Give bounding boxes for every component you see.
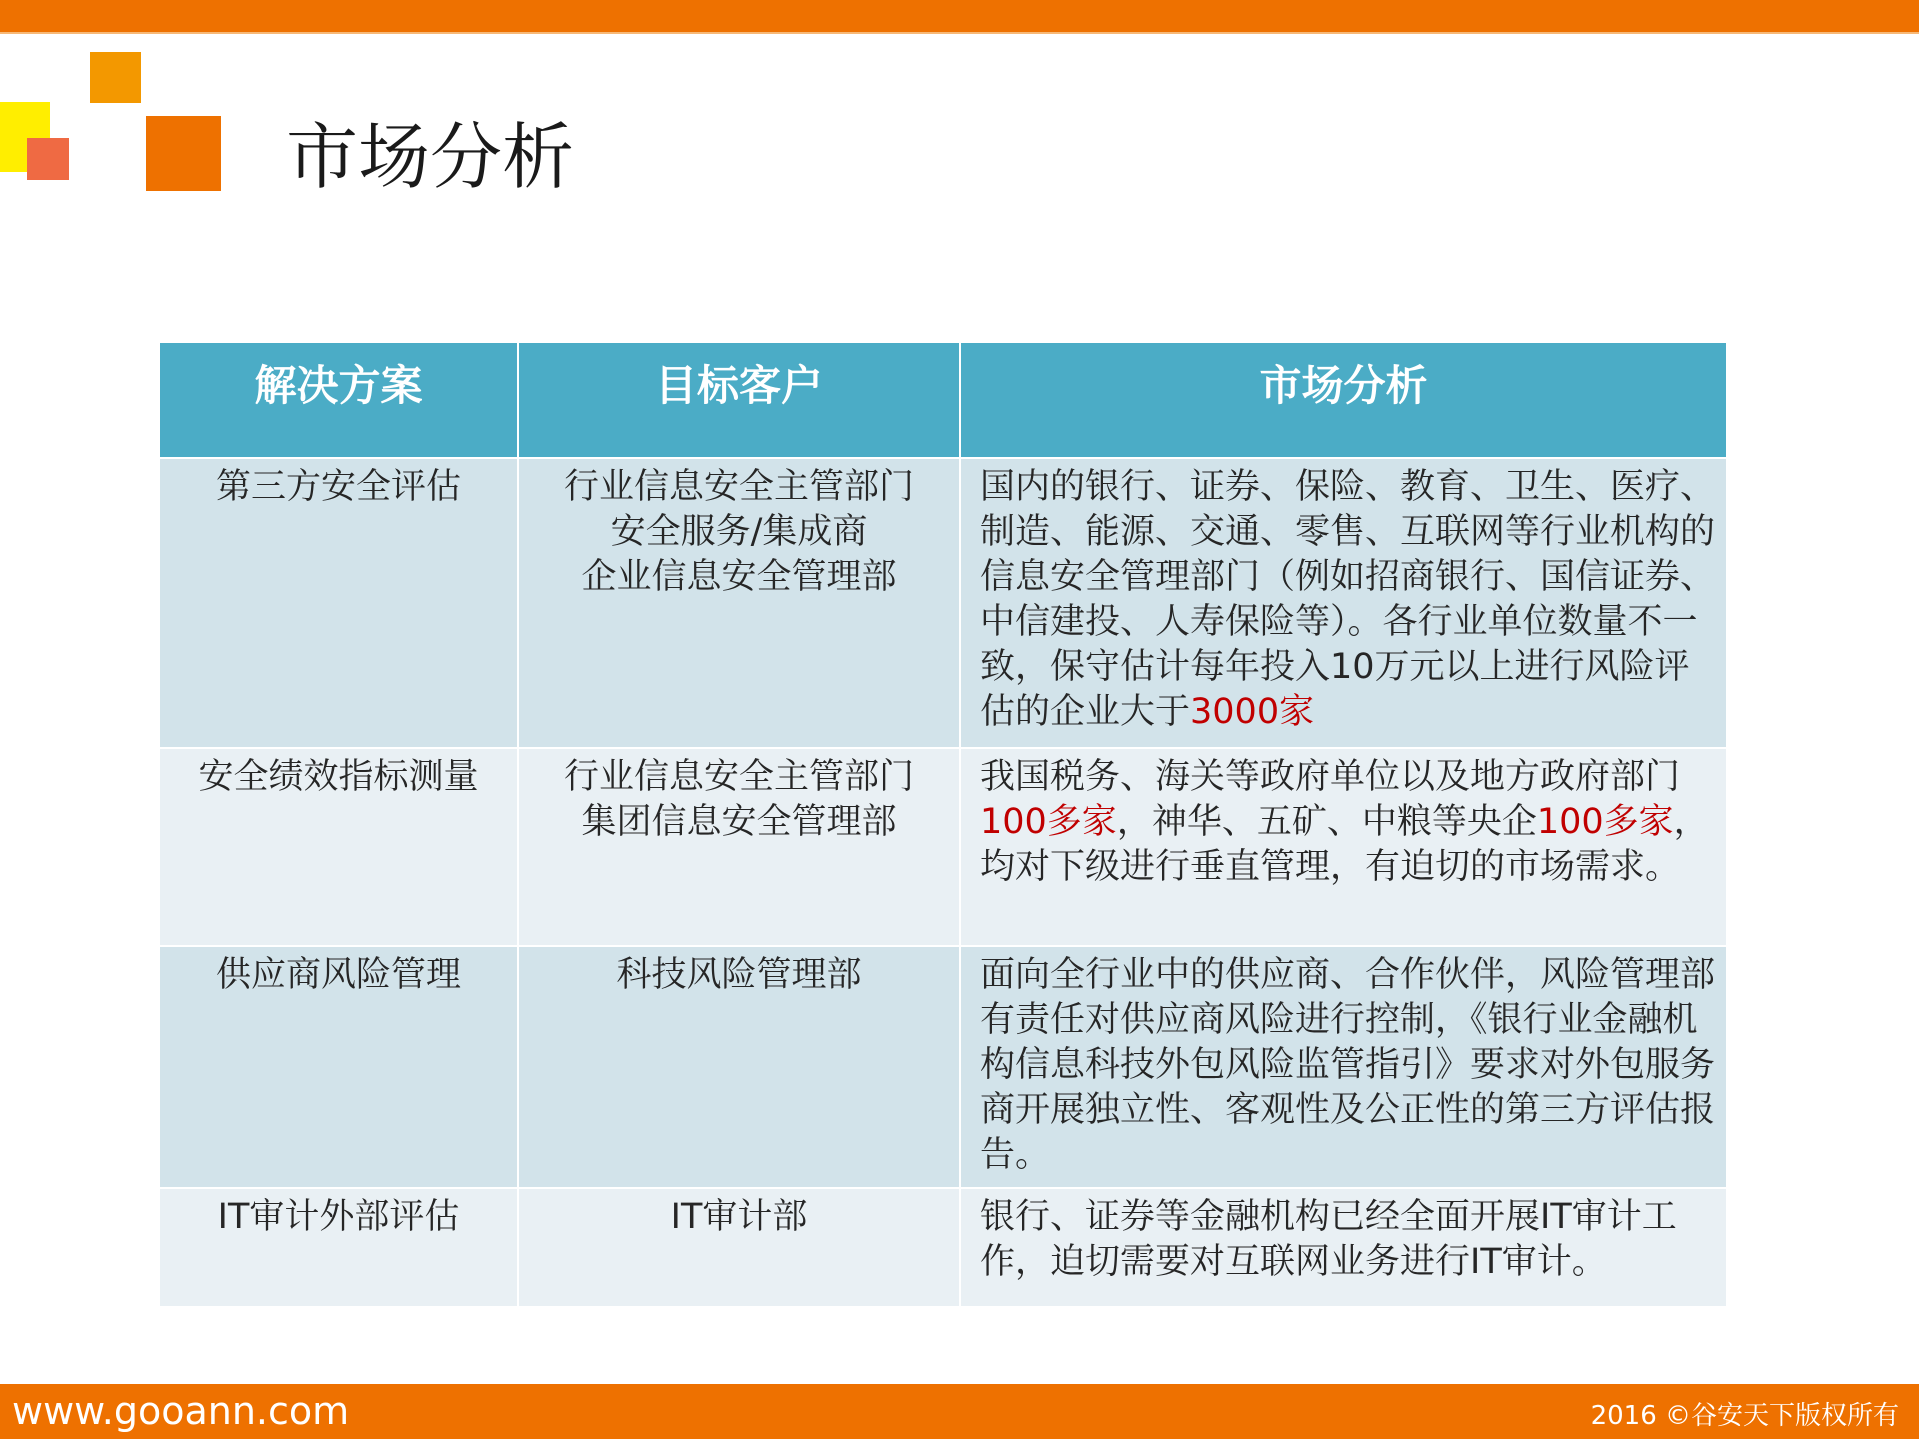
analysis-cell xyxy=(960,1188,1727,1307)
analysis-text: ，均对下级进行垂直管理，有迫切的市场需求。 xyxy=(980,802,1709,887)
table-row xyxy=(159,458,1727,748)
customer-cell xyxy=(518,748,960,946)
table-row xyxy=(159,946,1727,1188)
customer-line: 集团信息安全管理部 xyxy=(581,802,897,842)
header-target-customer: 目标客户 xyxy=(518,342,960,458)
analysis-cell xyxy=(960,458,1727,748)
customer-cell xyxy=(518,946,960,1188)
customer-line: 企业信息安全管理部 xyxy=(581,557,897,597)
customer-line: IT审计部 xyxy=(670,1197,808,1237)
header-market-analysis: 市场分析 xyxy=(960,342,1727,458)
analysis-highlight: 100多家 xyxy=(1536,802,1674,842)
solution-cell: 第三方安全评估 xyxy=(159,458,518,748)
analysis-text: 面向全行业中的供应商、合作伙伴，风险管理部有责任对供应商风险进行控制，《银行业金融机构信息科技外包风险监管指引》要求对外包服务商开展独立性、客观性及公正性的第三方评估报告。 xyxy=(980,955,1716,1175)
top-accent-bar xyxy=(0,0,1919,32)
decor-square-orange-large xyxy=(146,116,221,191)
table-row xyxy=(159,1188,1727,1307)
analysis-highlight: 3000家 xyxy=(1190,692,1315,732)
top-accent-line xyxy=(0,32,1919,34)
market-analysis-table xyxy=(158,341,1728,1308)
table-row xyxy=(159,748,1727,946)
header-solution: 解决方案 xyxy=(159,342,518,458)
analysis-cell xyxy=(960,748,1727,946)
solution-cell: 供应商风险管理 xyxy=(159,946,518,1188)
decor-square-orange-small xyxy=(90,52,141,103)
solution-cell: 安全绩效指标测量 xyxy=(159,748,518,946)
customer-line: 安全服务/集成商 xyxy=(610,512,868,552)
customer-line: 行业信息安全主管部门 xyxy=(563,757,914,797)
customer-cell xyxy=(518,1188,960,1307)
analysis-highlight: 100多家 xyxy=(980,802,1117,842)
analysis-text: ，神华、五矿、中粮等央企 xyxy=(1116,802,1537,842)
solution-cell: IT审计外部评估 xyxy=(159,1188,518,1307)
analysis-cell xyxy=(960,946,1727,1188)
customer-line: 科技风险管理部 xyxy=(616,955,862,995)
analysis-text: 国内的银行、证券、保险、教育、卫生、医疗、制造、能源、交通、零售、互联网等行业机构的信息安全管理部门（例如招商银行、国信证券、中信建投、人寿保险等）。各行业单位数量不一致，保守估计每年投入10万元以上进行风险评估的企业大于 xyxy=(980,467,1716,732)
footer-url: www.gooann.com xyxy=(12,1389,350,1433)
table-header-row xyxy=(159,342,1727,458)
footer-copyright: 2016 ©谷安天下版权所有 xyxy=(1590,1401,1899,1431)
analysis-text: 我国税务、海关等政府单位以及地方政府部门 xyxy=(980,757,1681,797)
page-title: 市场分析 xyxy=(286,115,575,199)
decor-square-red xyxy=(27,138,69,180)
analysis-text: 银行、证券等金融机构已经全面开展IT审计工作，迫切需要对互联网业务进行IT审计。 xyxy=(980,1197,1677,1282)
customer-cell xyxy=(518,458,960,748)
customer-line: 行业信息安全主管部门 xyxy=(563,467,914,507)
